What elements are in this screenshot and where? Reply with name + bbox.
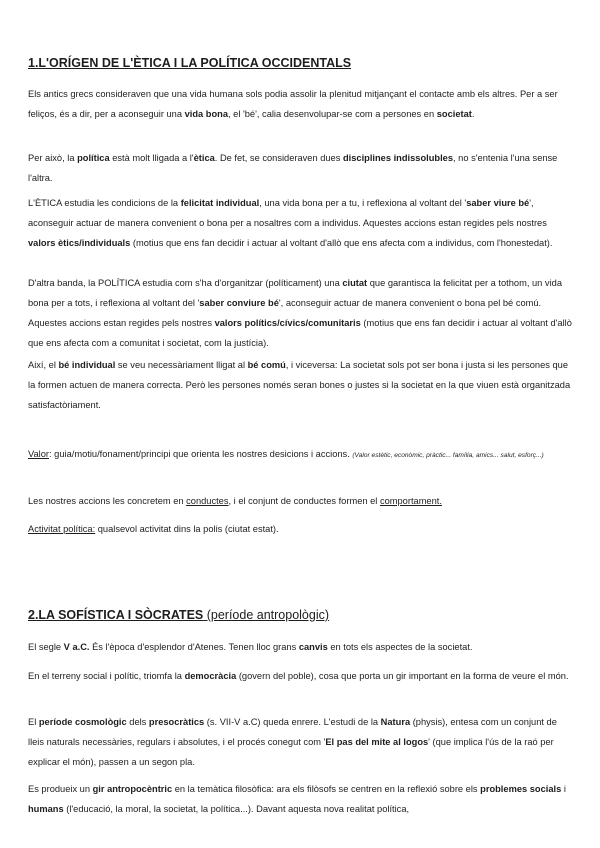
section1-heading: 1.L'ORÍGEN DE L'ÈTICA I LA POLÍTICA OCCIDENTALS (28, 56, 352, 70)
s1-paragraph-1: Els antics grecs consideraven que una vida humana sols podia assolir la plenitud mitjançant el contacte amb els altres. Per a ser feliços, és a dir, per a aconseguir una vida bona, el 'bé', calia desenvolupar-se com a persones en societat. (28, 89, 558, 119)
definition-valor: Valor: guia/motiu/fonament/principi que orienta les nostres desicions i accions. (Valor estètic, econòmic, pràctic... família, amics... salut, esforç...) (28, 449, 544, 459)
s1-paragraph-3: L'ÈTICA estudia les condicions de la felicitat individual, una vida bona per a tu, i reflexiona al voltant del 'saber viure bé', aconseguir actuar de manera convenient o bona per a nosaltres com a individus. Aquestes accions estan regides pels nostres valors ètics/individuals (motius que ens fan decidir i actuar al voltant d'allò que ens afecta com a individus, com l'honestedat). (28, 198, 553, 248)
s2-paragraph-1: El segle V a.C. És l'època d'esplendor d'Atenes. Tenen lloc grans canvis en tots els aspectes de la societat. (28, 642, 473, 652)
definition-activitat-politica: Activitat política: qualsevol activitat dins la polis (ciutat estat). (28, 524, 279, 534)
s1-paragraph-2: Per això, la política està molt lligada a l'ètica. De fet, se consideraven dues disciplines indissolubles, no s'entenia l'una sense l'altra. (28, 153, 558, 183)
s1-paragraph-4: D'altra banda, la POLÍTICA estudia com s'ha d'organitzar (políticament) una ciutat que garantisca la felicitat per a tothom, un vida bona per a tots, i reflexiona al voltant del 'saber conviure bé', aconseguir actuar de manera convenient o bona pel bé comú. Aquestes accions estan regides pels nostres valors polítics/cívics/comunitaris (motius que ens fan decidir i actuar al voltant d'allò que ens afecta com a comunitat i societat, com la justícia). (28, 278, 572, 348)
definition-conductes: Les nostres accions les concretem en conductes, i el conjunt de conductes formen el comportament. (28, 496, 442, 506)
s2-paragraph-3: El període cosmològic dels presocràtics (s. VII-V a.C) queda enrere. L'estudi de la Natura (physis), entesa com un conjunt de lleis naturals necessàries, regulars i absolutes, i el procés conegut com 'El pas del mite al logos' (que implica l'ús de la raó per explicar el món), passen a un segon pla. (28, 717, 557, 767)
s1-paragraph-5: Així, el bé individual se veu necessàriament lligat al bé comú, i viceversa: La societat sols pot ser bona i justa si les persones que la formen actuen de manera correcta. Però les persones només seran bones o justes si la societat en la que viuen està organitzada satisfactòriament. (28, 360, 571, 410)
section2-heading: 2.LA SOFÍSTICA I SÒCRATES (període antropològic) (28, 608, 330, 622)
s2-paragraph-4: Es produeix un gir antropocèntric en la temàtica filosòfica: ara els filòsofs se centren en la reflexió sobre els problemes socials i humans (l'educació, la moral, la societat, la política...). Davant aquesta nova realitat política, (28, 784, 566, 814)
s2-paragraph-2: En el terreny social i polític, triomfa la democràcia (govern del poble), cosa que porta un gir important en la forma de veure el món. (28, 671, 569, 681)
